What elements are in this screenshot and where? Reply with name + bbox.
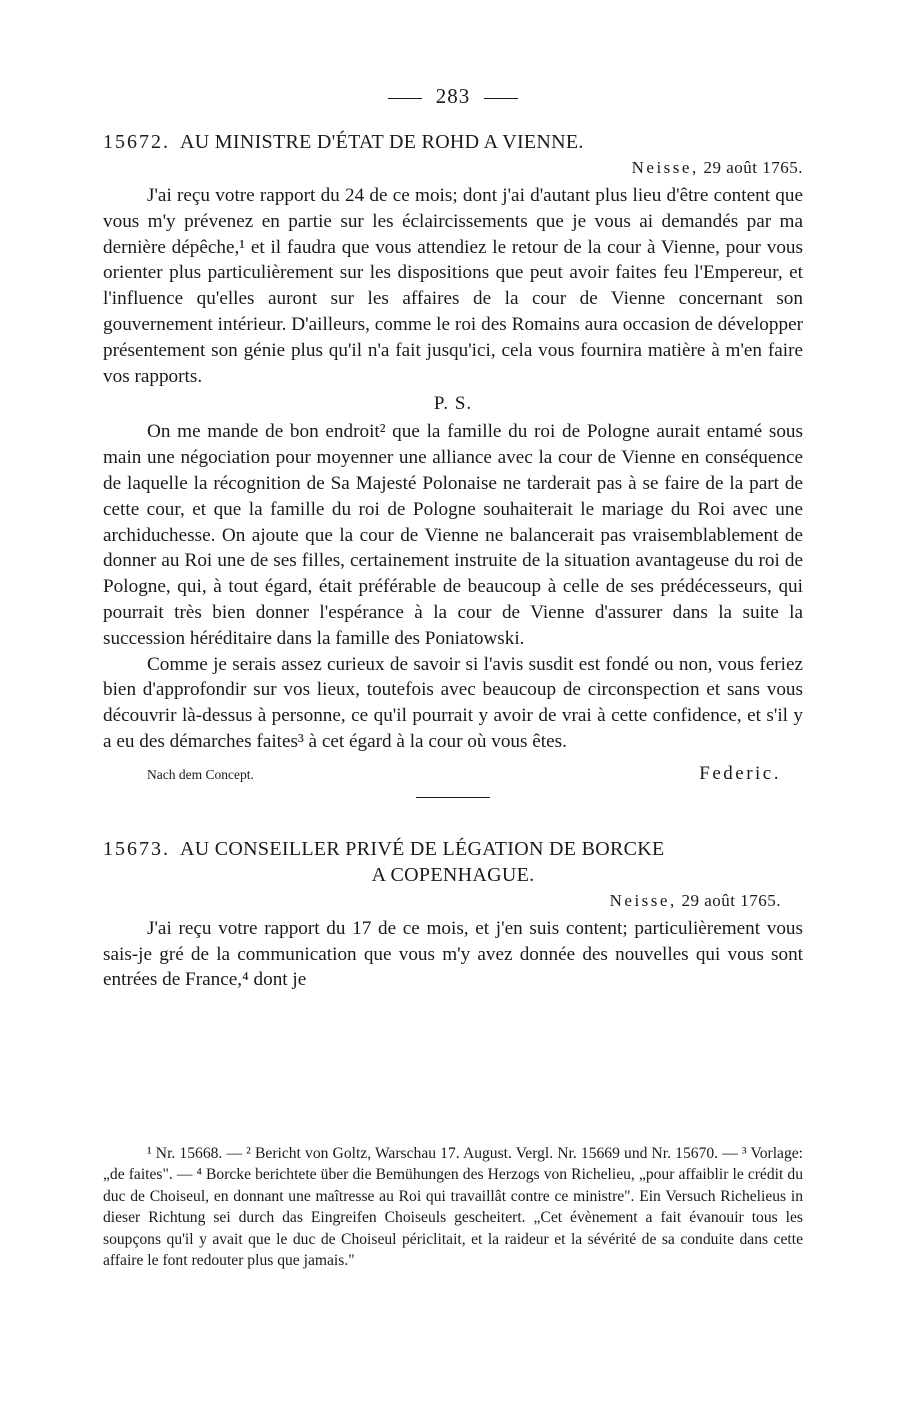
dateline-place: Neisse,: [609, 890, 677, 910]
footnote-text: ¹ Nr. 15668. — ² Bericht von Goltz, Warschau 17. August. Vergl. Nr. 15669 und Nr. 15670. — ³ Vorlage: „de faites". — ⁴ Borcke berichtete über die Bemühungen des Herzogs von Richelieu, „pour affaiblir le crédit du duc de Choiseul, en donnant une maîtresse au Roi qui travaillât contre ce ministre". Ein Versuch Richelieus in dieser Richtung sei durch das Eingreifen Choiseuls gescheitert. „Cet évènement a fait évanouir tous les soupçons qu'il y avait que le duc de Choiseul périclitait, et la raideur et la sévérité de sa conduite dans cette affaire le font redouter plus que jamais.": [103, 1145, 803, 1270]
letter-number: 15672.: [103, 131, 170, 153]
letter-title: [103, 836, 803, 862]
letter-15672: [103, 129, 803, 785]
section-divider: [416, 797, 490, 798]
letter-title: [103, 129, 803, 155]
letter-15673: [103, 836, 803, 993]
postscript-paragraph: Comme je serais assez curieux de savoir si l'avis susdit est fondé ou non, vous feriez bien d'approfondir sur vos lieux, toutefois avec beaucoup de circonspection et sans vous découvrir là-dessus à personne, ce qu'il pourrait y avoir de vrai à cette confidence, et s'il y a eu des démarches faites³ à cet égard à la cour où vous êtes.: [103, 653, 803, 752]
signature: Federic.: [699, 762, 781, 784]
dateline-place: Neisse,: [631, 158, 699, 177]
postscript-heading: P. S.: [433, 393, 473, 415]
closing-row: [103, 763, 803, 785]
footnotes: [103, 1143, 803, 1271]
dateline-date: 29 août 1765.: [681, 890, 781, 910]
postscript-paragraph: On me mande de bon endroit² que la famille du roi de Pologne aurait entamé sous main une négociation pour moyenner une alliance avec la cour de Vienne en conséquence de laquelle la récognition de Sa Majesté Polonaise ne tarderait pas à se faire de la part de cette cour, et que la famille du roi de Pologne souhaiterait le mariage du Roi avec une archiduchesse. On ajoute que la cour de Vienne ne balancerait pas vraisemblablement de donner au Roi une de ses filles, certainement instruite de la situation avantageuse du roi de Pologne, qui, à tout égard, était préférable de beaucoup à celle de ses prédécesseurs, qui pourrait très bien donner l'espérance à la cour de Vienne d'assurer dans la suite la succession héréditaire dans la famille des Poniatowski.: [103, 421, 803, 649]
dateline: [103, 890, 781, 912]
dateline-date: 29 août 1765.: [703, 158, 803, 177]
letter-heading: AU MINISTRE D'ÉTAT DE ROHD A VIENNE.: [180, 131, 584, 153]
right-dash: [484, 98, 518, 99]
page-content: [103, 84, 803, 993]
page-number: 283: [435, 84, 471, 108]
letter-paragraph: J'ai reçu votre rapport du 17 de ce mois, et j'en suis content; particulièrement vous sais-je gré de la communication que vous m'y avez donnée des nouvelles qui vous sont entrées de France,⁴ dont je: [103, 917, 803, 991]
letter-number: 15673.: [103, 837, 170, 860]
letter-heading: AU CONSEILLER PRIVÉ DE LÉGATION DE BORCKE: [180, 837, 665, 860]
letter-paragraph: J'ai reçu votre rapport du 24 de ce mois; dont j'ai d'autant plus lieu d'être content que vous m'y prévenez en partie sur les éclaircissements que je vous ai demandés par ma dernière dépêche,¹ et il faudra que vous attendiez le retour de la cour à Vienne, pour vous orienter plus particulièrement sur les dispositions que peut avoir faites feu l'Empereur, et l'influence qu'elles auront sur les affaires de la cour de Vienne concernant son gouvernement intérieur. D'ailleurs, comme le roi des Romains aura occasion de développer présentement son génie plus qu'il n'a fait jusqu'ici, cela vous fournira matière à m'en faire vos rapports.: [103, 185, 803, 387]
letter-heading-continued: A COPENHAGUE.: [371, 863, 535, 886]
running-head: [103, 84, 803, 109]
dateline: [103, 157, 803, 179]
left-dash: [388, 98, 422, 99]
source-note: Nach dem Concept.: [147, 766, 254, 782]
